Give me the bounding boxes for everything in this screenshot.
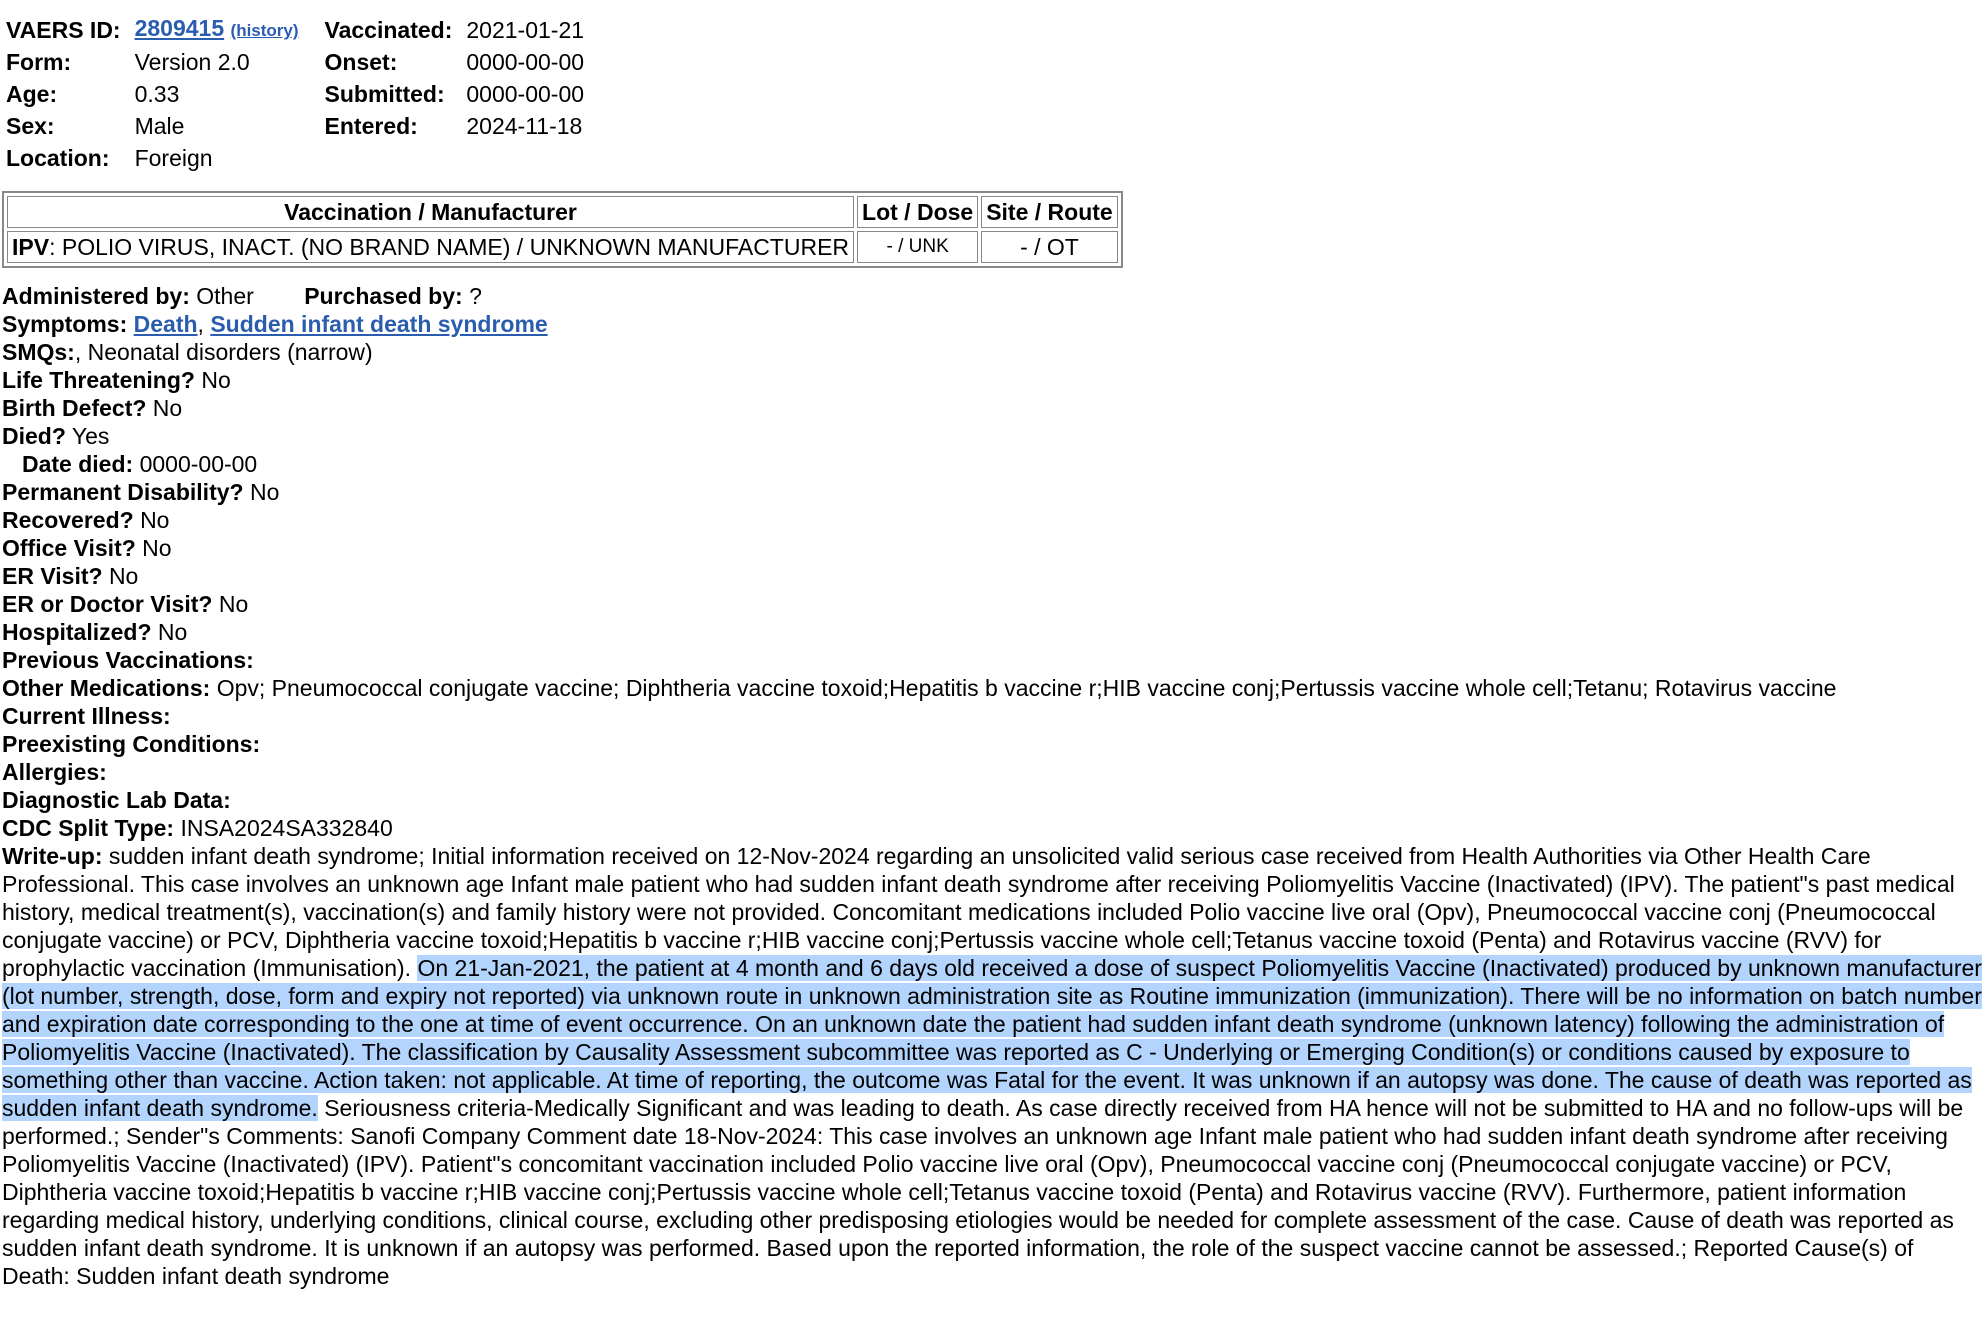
diagnostic-label: Diagnostic Lab Data:	[2, 787, 231, 813]
recovered-value: No	[140, 507, 170, 533]
current-illness-row	[2, 702, 1982, 730]
hospitalized-label: Hospitalized?	[2, 619, 152, 645]
er-doctor-value: No	[218, 591, 249, 617]
date-died-value: 0000-00-00	[139, 451, 258, 477]
symptoms-row	[2, 310, 1982, 338]
date-died-label: Date died:	[22, 451, 134, 477]
vaccinated-label: Vaccinated:	[324, 16, 453, 43]
form-label: Form:	[6, 49, 72, 75]
symptoms-label: Symptoms:	[2, 311, 128, 337]
onset-value: 0000-00-00	[466, 49, 585, 75]
vaccination-table	[2, 191, 1123, 268]
er-visit-label: ER Visit?	[2, 563, 103, 589]
previous-vaccinations-label: Previous Vaccinations:	[2, 647, 254, 673]
life-threatening-value: No	[201, 367, 231, 393]
preexisting-label: Preexisting Conditions:	[2, 731, 261, 757]
vaers-report	[0, 12, 1984, 1290]
form-value: Version 2.0	[134, 49, 250, 75]
writeup-text-continued: Seriousness criteria-Medically Significant and was leading to death. As case directly received from HA hence will not be submitted to HA and no follow-ups will be performed.; Sender"s Comments: Sanofi Company Comment date 18-Nov-2024: This case involves an unknown age Infant male patient who had sudden infant death syndrome after receiving Poliomyelitis Vaccine (Inactivated) (IPV). Patient"s concomitant vaccination included Polio vaccine live oral (Opv), Pneumococcal vaccine conj (Pneumococcal conjugate vaccine) or PCV, Diphtheria vaccine toxoid;Hepatitis b vaccine r;HIB vaccine conj;Pertussis vaccine whole cell;Tetanus vaccine toxoid (Penta) and Rotavirus vaccine (RVV). Furthermore, patient information regarding medical history, underlying conditions, clinical course, excluding other predisposing etiologies would be needed for complete assessment of the case. Cause of death was reported as sudden infant death syndrome. It is unknown if an autopsy was performed. Based upon the reported information, the role of the suspect vaccine cannot be assessed.; Reported Cause(s) of Death: Sudden infant death syndrome	[2, 1095, 1964, 1289]
smqs-label: SMQs:	[2, 339, 75, 365]
cdc-split-row	[2, 814, 1982, 842]
entered-label: Entered:	[324, 113, 418, 139]
office-visit-row	[2, 534, 1982, 562]
office-visit-label: Office Visit?	[2, 535, 136, 561]
purchased-label: Purchased by:	[304, 283, 463, 309]
administered-label: Administered by:	[2, 283, 190, 309]
purchased-value: ?	[469, 283, 482, 309]
life-threatening-row	[2, 366, 1982, 394]
date-died-row	[2, 450, 1982, 478]
writeup-label: Write-up:	[2, 843, 103, 869]
vaccination-table-header	[7, 196, 1118, 228]
other-medications-value: Opv; Pneumococcal conjugate vaccine; Diphtheria vaccine toxoid;Hepatitis b vaccine r;HIB vaccine conj;Pertussis vaccine whole cell;Tetanu; Rotavirus vaccine	[216, 675, 1837, 701]
report-fields	[2, 282, 1982, 1290]
writeup-selected-text[interactable]: On 21-Jan-2021, the patient at 4 month and 6 days old received a dose of suspect Poliomyelitis Vaccine (Inactivated) produced by unknown manufacturer (lot number, strength, dose, form and expiry not reported) via unknown route in unknown administration site as Routine immunization (immunization). There will be no information on batch number and expiration date corresponding to the one at time of event occurrence. On an unknown date the patient had sudden infant death syndrome (unknown latency) following the administration of Poliomyelitis Vaccine (Inactivated). The classification by Causality Assessment subcommittee was reported as C - Underlying or Emerging Condition(s) or conditions caused by exposure to something other than vaccine. Action taken: not applicable. At time of reporting, the outcome was Fatal for the event. It was unknown if an autopsy was done. The cause of death was reported as sudden infant death syndrome.	[2, 955, 1982, 1121]
onset-label: Onset:	[324, 49, 398, 75]
allergies-row	[2, 758, 1982, 786]
report-header-table	[0, 12, 610, 175]
col-site-route: Site / Route	[981, 196, 1118, 228]
col-lot-dose: Lot / Dose	[857, 196, 978, 228]
submitted-value: 0000-00-00	[466, 81, 585, 107]
entered-value: 2024-11-18	[466, 113, 583, 139]
died-value: Yes	[71, 423, 110, 449]
table-row	[7, 231, 1118, 263]
symptom-separator: ,	[197, 311, 211, 337]
writeup-text: sudden infant death syndrome; Initial information received on 12-Nov-2024 regarding an unsolicited valid serious case received from Health Authorities via Other Health Care Professional. This case involves an unknown age Infant male patient who had sudden infant death syndrome after receiving Poliomyelitis Vaccine (Inactivated) (IPV). The patient"s past medical history, medical treatment(s), vaccination(s) and family history were not provided. Concomitant medications included Polio vaccine live oral (Opv), Pneumococcal vaccine conj (Pneumococcal conjugate vaccine) or PCV, Diphtheria vaccine toxoid;Hepatitis b vaccine r;HIB vaccine conj;Pertussis vaccine whole cell;Tetanus vaccine toxoid (Penta) and Rotavirus vaccine (RVV) for prophylactic vaccination (Immunisation).	[2, 843, 1955, 981]
died-label: Died?	[2, 423, 66, 449]
other-medications-row	[2, 674, 1982, 702]
smqs-value: , Neonatal disorders (narrow)	[74, 339, 373, 365]
permanent-disability-row	[2, 478, 1982, 506]
lot-dose-cell: - / UNK	[857, 231, 978, 263]
symptom-sids-link[interactable]: Sudden infant death syndrome	[210, 311, 548, 337]
site-route-cell: - / OT	[981, 231, 1118, 263]
other-medications-label: Other Medications:	[2, 675, 211, 701]
recovered-row	[2, 506, 1982, 534]
recovered-label: Recovered?	[2, 507, 134, 533]
diagnostic-row	[2, 786, 1982, 814]
administered-value: Other	[196, 283, 254, 309]
er-doctor-row	[2, 590, 1982, 618]
sex-label: Sex:	[6, 113, 55, 139]
sex-value: Male	[134, 113, 185, 139]
vaccinated-value: 2021-01-21	[466, 16, 585, 43]
age-label: Age:	[6, 81, 58, 107]
birth-defect-row	[2, 394, 1982, 422]
allergies-label: Allergies:	[2, 759, 107, 785]
writeup	[2, 842, 1982, 1290]
er-visit-row	[2, 562, 1982, 590]
cdc-split-label: CDC Split Type:	[2, 815, 175, 841]
office-visit-value: No	[142, 535, 172, 561]
hospitalized-row	[2, 618, 1982, 646]
smqs-row	[2, 338, 1982, 366]
life-threatening-label: Life Threatening?	[2, 367, 195, 393]
age-value: 0.33	[134, 81, 180, 107]
administered-row	[2, 282, 1982, 310]
birth-defect-label: Birth Defect?	[2, 395, 147, 421]
location-label: Location:	[6, 145, 110, 171]
died-row	[2, 422, 1982, 450]
vaers-id-cell	[135, 14, 319, 45]
preexisting-row	[2, 730, 1982, 758]
permanent-disability-value: No	[249, 479, 280, 505]
cdc-split-value: INSA2024SA332840	[180, 815, 393, 841]
previous-vaccinations-row	[2, 646, 1982, 674]
col-vaccination-manufacturer: Vaccination / Manufacturer	[7, 196, 854, 228]
vaccine-description: : POLIO VIRUS, INACT. (NO BRAND NAME) / UNKNOWN MANUFACTURER	[49, 234, 850, 260]
symptom-death-link[interactable]: Death	[133, 311, 198, 337]
vaers-id-label: VAERS ID:	[6, 16, 121, 43]
submitted-label: Submitted:	[324, 81, 445, 107]
er-visit-value: No	[108, 563, 139, 589]
current-illness-label: Current Illness:	[2, 703, 171, 729]
vaers-id-link[interactable]: 2809415	[134, 15, 225, 41]
history-link[interactable]: (history)	[230, 21, 299, 40]
vaccine-code: IPV	[12, 234, 50, 260]
er-doctor-label: ER or Doctor Visit?	[2, 591, 213, 617]
vaccine-cell	[7, 231, 854, 263]
birth-defect-value: No	[152, 395, 183, 421]
hospitalized-value: No	[157, 619, 188, 645]
location-value: Foreign	[134, 145, 213, 171]
permanent-disability-label: Permanent Disability?	[2, 479, 244, 505]
